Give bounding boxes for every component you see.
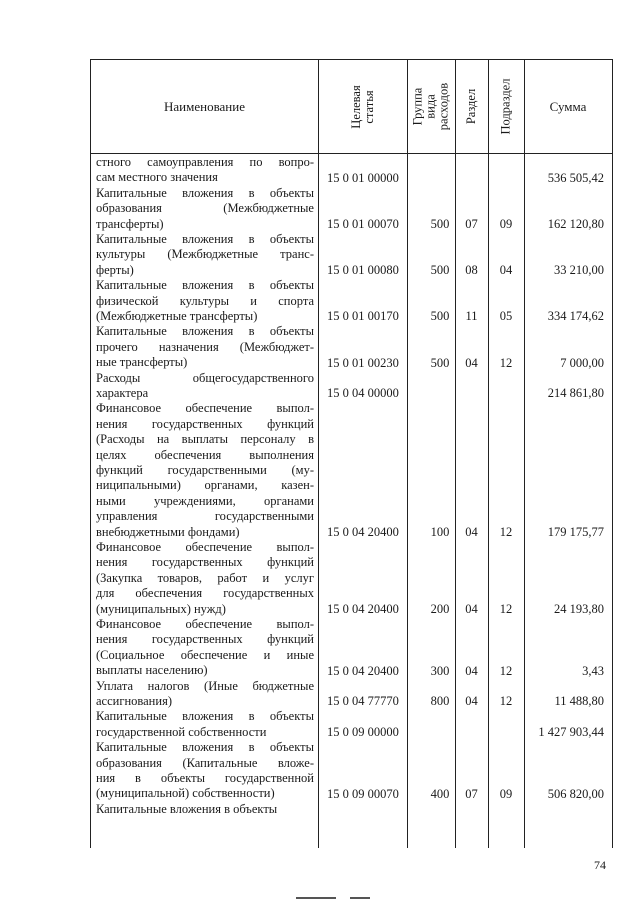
row-name-line: культуры (Межбюджетные транс- (96, 247, 314, 262)
row-name (96, 401, 314, 540)
row-group: 300 (430, 663, 450, 678)
row-name-line: Капитальные вложения в объекты (96, 185, 314, 200)
row-name-line: ния в объекты государственной (96, 771, 314, 785)
row-code: 15 0 01 00080 (327, 263, 399, 278)
row-group: 800 (430, 694, 450, 709)
row-amount: 214 861,80 (547, 386, 604, 401)
row-name (96, 617, 314, 679)
row-amount: 334 174,62 (547, 309, 604, 324)
table-row (91, 401, 612, 540)
row-name-line: выплаты населению) (96, 663, 208, 678)
row-name-line: ные трансферты) (96, 355, 188, 370)
row-code: 15 0 04 20400 (327, 602, 399, 616)
row-group: 200 (430, 602, 450, 616)
table-row (91, 186, 612, 232)
row-name (96, 709, 314, 740)
row-amount: 162 120,80 (547, 216, 604, 231)
table-row (91, 324, 612, 370)
row-name-line: Капитальные вложения в объекты (96, 740, 314, 755)
row-name-line: целях обеспечения выполнения (96, 447, 314, 462)
header-subsection: Подраздел (498, 78, 513, 135)
page-number: 74 (594, 858, 606, 872)
row-name-line: стного самоуправления по вопро- (96, 155, 314, 169)
row-name-line: нения государственных функций (96, 632, 314, 647)
row-subsection: 05 (499, 309, 513, 324)
row-subsection: 12 (499, 663, 513, 678)
table-row (91, 740, 612, 802)
row-group: 500 (430, 355, 450, 370)
row-name (96, 278, 314, 324)
row-name-line: государственной собственности (96, 724, 267, 739)
row-code: 15 0 04 20400 (327, 524, 399, 539)
row-name-line: прочего назначения (Межбюджет- (96, 339, 314, 354)
row-name-line: Капитальные вложения в объекты (96, 324, 314, 339)
row-amount: 506 820,00 (547, 786, 604, 801)
row-section: 08 (465, 263, 478, 278)
row-name-line: ными учреждениями, органами (96, 493, 314, 508)
row-amount: 1 427 903,44 (538, 725, 604, 740)
row-subsection: 09 (499, 786, 513, 801)
row-name-line: Финансовое обеспечение выпол- (96, 540, 314, 554)
row-name-line: Капитальные вложения в объекты (96, 801, 278, 816)
row-code: 15 0 01 00170 (327, 309, 399, 324)
budget-table (90, 59, 613, 848)
row-name-line: образования (Межбюджетные (96, 201, 314, 216)
table-row (91, 155, 612, 186)
row-group: 500 (430, 309, 450, 324)
row-code: 15 0 01 00230 (327, 355, 399, 370)
row-amount: 33 210,00 (554, 263, 604, 278)
row-name-line: Капитальные вложения в объекты (96, 278, 314, 293)
row-name-line: Финансовое обеспечение выпол- (96, 401, 314, 416)
row-name-line: характера (96, 386, 149, 400)
row-amount: 7 000,00 (560, 355, 604, 370)
table-header (91, 60, 612, 154)
scan-artifact (350, 897, 370, 899)
row-name (96, 540, 314, 617)
row-name (96, 740, 314, 802)
row-name-line: ниципальными) органами, казен- (96, 478, 314, 493)
row-name (96, 324, 314, 370)
header-section: Раздел (464, 88, 479, 125)
row-name-line: (Межбюджетные трансферты) (96, 309, 258, 323)
row-name-line: (муниципальной) собственности) (96, 786, 275, 801)
row-subsection: 09 (499, 216, 513, 231)
row-code: 15 0 09 00000 (327, 725, 399, 740)
row-name (96, 679, 314, 710)
row-name (96, 371, 314, 402)
row-group: 500 (430, 263, 450, 278)
row-section: 04 (465, 602, 478, 616)
table-row (91, 802, 612, 817)
table-row (91, 679, 612, 710)
row-amount: 179 175,77 (547, 524, 604, 539)
table-row (91, 278, 612, 324)
row-group: 400 (430, 786, 450, 801)
row-code: 15 0 04 20400 (327, 663, 399, 678)
row-name-line: внебюджетными фондами) (96, 524, 240, 539)
row-section: 04 (465, 663, 478, 678)
row-amount: 536 505,42 (547, 170, 604, 185)
table-row (91, 540, 612, 617)
table-row (91, 371, 612, 402)
header-name: Наименование (164, 98, 245, 114)
row-name-line: (Расходы на выплаты персоналу в (96, 432, 314, 447)
row-code: 15 0 09 00070 (327, 786, 399, 801)
row-subsection: 12 (499, 355, 513, 370)
row-name-line: ферты) (96, 262, 134, 277)
row-code: 15 0 01 00000 (327, 170, 399, 185)
row-subsection: 12 (499, 694, 513, 709)
row-subsection: 12 (499, 524, 513, 539)
row-amount: 11 488,80 (554, 694, 604, 709)
scan-artifact (296, 897, 336, 899)
row-group: 100 (430, 524, 450, 539)
row-amount: 3,43 (582, 663, 604, 678)
row-section: 07 (465, 786, 478, 801)
row-section: 11 (465, 309, 478, 324)
row-section: 04 (465, 355, 478, 370)
table-row (91, 709, 612, 740)
row-name (96, 802, 314, 817)
row-name-line: (Закупка товаров, работ и услуг (96, 570, 314, 585)
row-name-line: образования (Капитальные вложе- (96, 755, 314, 770)
row-code: 15 0 04 77770 (327, 694, 399, 709)
row-section: 07 (465, 216, 478, 231)
row-subsection: 04 (499, 263, 513, 278)
row-section: 04 (465, 694, 478, 709)
table-row (91, 232, 612, 278)
row-group: 500 (430, 216, 450, 231)
row-name (96, 232, 314, 278)
row-amount: 24 193,80 (554, 602, 604, 616)
row-name-line: (муниципальных) нужд) (96, 601, 226, 616)
row-name-line: физической культуры и спорта (96, 293, 314, 308)
row-name-line: Уплата налогов (Иные бюджетные (96, 678, 314, 693)
row-name-line: для обеспечения государственных (96, 586, 314, 601)
row-name-line: Капитальные вложения в объекты (96, 709, 314, 724)
header-target-article: Целевая статья (348, 84, 376, 129)
row-code: 15 0 04 00000 (327, 386, 399, 401)
row-name-line: функций государственными (му- (96, 463, 314, 478)
row-name-line: Финансовое обеспечение выпол- (96, 617, 314, 631)
row-name-line: нения государственных функций (96, 555, 314, 570)
row-name-line: нения государственных функций (96, 416, 314, 431)
row-section: 04 (465, 524, 478, 539)
header-expense-group: Группа вида расходов (410, 82, 451, 131)
row-code: 15 0 01 00070 (327, 216, 399, 231)
row-name-line: ассигнования) (96, 694, 172, 708)
row-subsection: 12 (499, 602, 513, 616)
row-name (96, 186, 314, 232)
row-name-line: сам местного значения (96, 170, 218, 185)
row-name-line: Капитальные вложения в объекты (96, 232, 314, 246)
header-amount: Сумма (549, 98, 587, 114)
row-name-line: Расходы общегосударственного (96, 370, 314, 385)
row-name-line: (Социальное обеспечение и иные (96, 647, 314, 662)
table-row (91, 617, 612, 679)
row-name-line: управления государственными (96, 509, 314, 524)
row-name (96, 155, 314, 186)
row-name-line: трансферты) (96, 216, 164, 231)
